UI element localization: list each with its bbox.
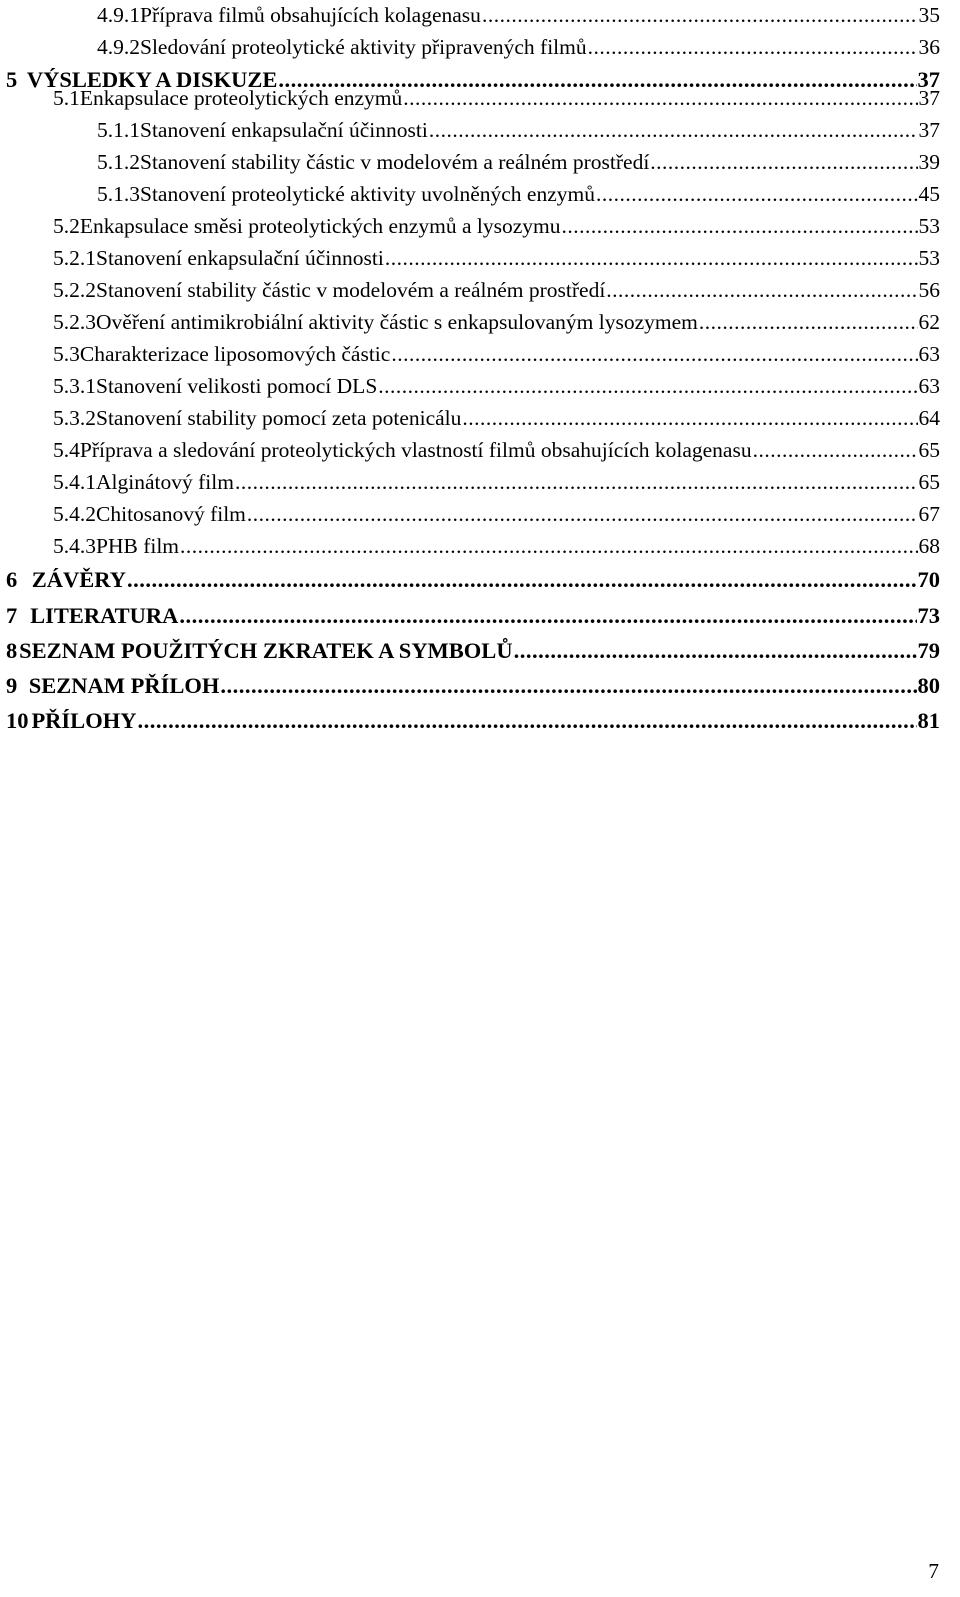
- toc-entry: [53, 340, 940, 368]
- toc-dot-leader: [429, 116, 918, 144]
- toc-entry: [97, 148, 940, 176]
- toc-dot-leader: [235, 468, 918, 496]
- toc-entry-title: PHB film: [96, 534, 180, 558]
- toc-entry-title: Stanovení proteolytické aktivity uvolněných enzymů: [140, 182, 595, 206]
- page-number: 7: [928, 1559, 939, 1583]
- toc-entry-number: 5.4.3: [53, 534, 96, 558]
- toc-dot-leader: [650, 148, 917, 176]
- toc-entry-title: LITERATURA: [30, 603, 179, 628]
- toc-dot-leader: [588, 33, 918, 61]
- toc-entry-number: 5.4.2: [53, 502, 96, 526]
- toc-entry-page: 79: [917, 638, 940, 663]
- toc-entry-page: 80: [917, 673, 940, 698]
- toc-entry-page: 65: [918, 470, 940, 494]
- toc-entry: [53, 500, 940, 528]
- toc-entry-title: PŘÍLOHY: [31, 708, 137, 733]
- toc-entry-number: 8: [6, 638, 18, 663]
- toc-dot-leader: [137, 707, 916, 735]
- toc-entry: [53, 372, 940, 400]
- toc-dot-leader: [753, 436, 918, 464]
- toc-entry: [97, 116, 940, 144]
- toc-entry: [53, 468, 940, 496]
- toc-entry: [53, 276, 940, 304]
- toc-entry-page: 53: [918, 246, 940, 270]
- toc-entry-page: 36: [918, 35, 940, 59]
- toc-chapter-entry: [6, 707, 940, 735]
- toc-entry-number: 7: [6, 603, 18, 628]
- toc-dot-leader: [247, 500, 918, 528]
- toc-dot-leader: [482, 1, 918, 29]
- toc-entry-title: Enkapsulace směsi proteolytických enzymů a lysozymu: [79, 214, 561, 238]
- toc-entry-page: 68: [918, 534, 940, 558]
- toc-entry: [53, 244, 940, 272]
- toc-entry-number: 5.4.1: [53, 470, 96, 494]
- toc-dot-leader: [385, 244, 918, 272]
- toc-entry-page: 35: [918, 3, 940, 27]
- toc-entry-page: 81: [917, 708, 940, 733]
- toc-dot-leader: [179, 602, 916, 630]
- toc-entry-title: SEZNAM PŘÍLOH: [28, 673, 220, 698]
- toc-entry-number: 5.3.2: [53, 406, 96, 430]
- toc-entry-page: 70: [917, 567, 940, 592]
- toc-entry-title: Ověření antimikrobiální aktivity částic s enkapsulovaným lysozymem: [96, 310, 698, 334]
- toc-entry-title: VÝSLEDKY A DISKUZE: [26, 67, 278, 92]
- toc-entry-title: ZÁVĚRY: [31, 567, 126, 592]
- toc-entry: [97, 1, 940, 29]
- toc-dot-leader: [606, 276, 917, 304]
- toc-dot-leader: [514, 637, 917, 665]
- toc-entry-title: Příprava a sledování proteolytických vlastností filmů obsahujících kolagenasu: [79, 438, 752, 462]
- toc-entry-number: 5.3: [53, 342, 80, 366]
- toc-entry-title: Stanovení velikosti pomocí DLS: [96, 374, 378, 398]
- toc-entry-page: 56: [918, 278, 940, 302]
- toc-entry-title: Stanovení stability částic v modelovém a reálném prostředí: [96, 278, 606, 302]
- toc-entry-number: 5.1.3: [97, 182, 140, 206]
- toc-entry-page: 53: [918, 214, 940, 238]
- toc-entry-page: 45: [918, 182, 940, 206]
- toc-entry-number: 5.2.1: [53, 246, 96, 270]
- toc-dot-leader: [378, 372, 917, 400]
- toc-dot-leader: [403, 84, 917, 112]
- toc-entry-title: Chitosanový film: [96, 502, 246, 526]
- toc-entry-title: Sledování proteolytické aktivity připravených filmů: [140, 35, 587, 59]
- toc-entry-number: 5.2.2: [53, 278, 96, 302]
- toc-entry-number: 5.4: [53, 438, 80, 462]
- toc-entry-number: 5.1.1: [97, 118, 140, 142]
- toc-entry-page: 39: [918, 150, 940, 174]
- toc-entry: [97, 33, 940, 61]
- toc-entry-number: 4.9.1: [97, 3, 140, 27]
- toc-entry-page: 37: [918, 86, 940, 110]
- toc-entry-title: Stanovení enkapsulační účinnosti: [96, 246, 384, 270]
- toc-dot-leader: [562, 212, 918, 240]
- toc-entry-page: 37: [917, 67, 940, 92]
- toc-chapter-entry: [6, 602, 940, 630]
- toc-entry-number: 5.1: [53, 86, 80, 110]
- toc-entry: [53, 404, 940, 432]
- toc-entry-page: 64: [918, 406, 940, 430]
- toc-entry: [53, 212, 940, 240]
- toc-entry-title: Charakterizace liposomových částic: [79, 342, 391, 366]
- toc-entry-page: 63: [918, 342, 940, 366]
- toc-chapter-entry: [6, 637, 940, 665]
- toc-entry-page: 65: [918, 438, 940, 462]
- toc-entry-number: 5.3.1: [53, 374, 96, 398]
- toc-entry-title: Enkapsulace proteolytických enzymů: [79, 86, 403, 110]
- toc-entry-number: 6: [6, 567, 18, 592]
- toc-entry-title: Stanovení stability pomocí zeta potenicálu: [96, 406, 462, 430]
- toc-entry-number: 4.9.2: [97, 35, 140, 59]
- toc-entry-page: 73: [917, 603, 940, 628]
- toc-entry-page: 67: [918, 502, 940, 526]
- toc-dot-leader: [180, 532, 917, 560]
- toc-chapter-entry: [6, 672, 940, 700]
- toc-entry: [53, 532, 940, 560]
- toc-dot-leader: [220, 672, 916, 700]
- toc-entry: [97, 180, 940, 208]
- toc-chapter-entry: [6, 566, 940, 594]
- toc-entry-title: Stanovení enkapsulační účinnosti: [140, 118, 428, 142]
- toc-entry-title: Alginátový film: [96, 470, 234, 494]
- toc-entry: [53, 84, 940, 112]
- toc-dot-leader: [127, 566, 917, 594]
- toc-entry-number: 5: [6, 67, 18, 92]
- toc-dot-leader: [391, 340, 917, 368]
- toc-dot-leader: [596, 180, 918, 208]
- toc-entry: [53, 436, 940, 464]
- toc-entry-page: 62: [918, 310, 940, 334]
- toc-entry-number: 5.1.2: [97, 150, 140, 174]
- toc-entry-page: 37: [918, 118, 940, 142]
- toc-entry-title: Stanovení stability částic v modelovém a reálném prostředí: [140, 150, 650, 174]
- toc-entry-title: Příprava filmů obsahujících kolagenasu: [140, 3, 481, 27]
- toc-entry-title: SEZNAM POUŽITÝCH ZKRATEK A SYMBOLŮ: [19, 638, 513, 663]
- toc-entry-number: 5.2: [53, 214, 80, 238]
- toc-entry: [53, 308, 940, 336]
- toc-entry-number: 10: [6, 708, 29, 733]
- toc-dot-leader: [699, 308, 918, 336]
- toc-dot-leader: [462, 404, 917, 432]
- toc-entry-page: 63: [918, 374, 940, 398]
- toc-entry-number: 9: [6, 673, 18, 698]
- toc-entry-number: 5.2.3: [53, 310, 96, 334]
